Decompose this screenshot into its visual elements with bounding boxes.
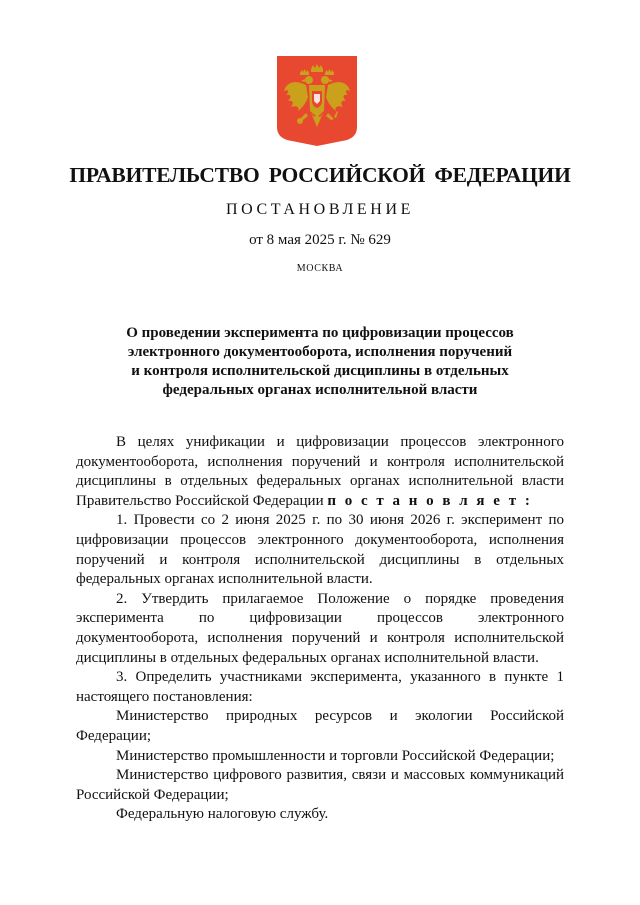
subject-line: электронного документооборота, исполнения поручений [127,344,513,360]
subject-line: федеральных органах исполнительной власти [162,382,478,398]
russian-coat-of-arms-icon [276,55,358,147]
paragraph-2: 2. Утвердить прилагаемое Положение о порядке проведения эксперимента по цифровизации процессов электронного документооборота, исполнения поручений и контроля исполнительской дисциплины в отдельных федеральных органах исполнительной власти. [76,590,564,666]
participant-item: Федеральную налоговую службу. [116,806,329,823]
participant-item: Министерство промышленности и торговли Российской Федерации; [116,747,555,764]
document-date-number: от 8 мая 2025 г. № 629 [249,232,391,248]
participant-item: Министерство природных ресурсов и экологии Российской Федерации; [76,708,564,744]
paragraph-3: 3. Определить участниками эксперимента, указанного в пункте 1 настоящего постановления: [76,669,564,705]
document-type: ПОСТАНОВЛЕНИЕ [226,201,414,218]
document-body [76,433,564,825]
preamble-paragraph [76,433,564,511]
participant-item: Министерство цифрового развития, связи и массовых коммуникаций Российской Федерации; [76,767,564,803]
paragraph-1: 1. Провести со 2 июня 2025 г. по 30 июня 2026 г. эксперимент по цифровизации процессов электронного документооборота, исполнения поручений и контроля исполнительской дисциплины в отдельных федеральных органах исполнительной власти. [76,512,564,588]
document-city: МОСКВА [296,263,344,274]
subject-line: и контроля исполнительской дисциплины в отдельных [131,363,509,379]
government-title: ПРАВИТЕЛЬСТВО РОССИЙСКОЙ ФЕДЕРАЦИИ [69,163,571,187]
preamble-text: В целях унификации и цифровизации процессов электронного документооборота, исполнения поручений и контроля исполнительской дисциплины в отдельных федеральных органах исполнительной власти Правительство Российской Федерации [76,434,564,509]
document-subject [110,324,530,400]
decree-word: п о с т а н о в л я е т : [327,492,533,509]
subject-line: О проведении эксперимента по цифровизации процессов [126,325,514,341]
